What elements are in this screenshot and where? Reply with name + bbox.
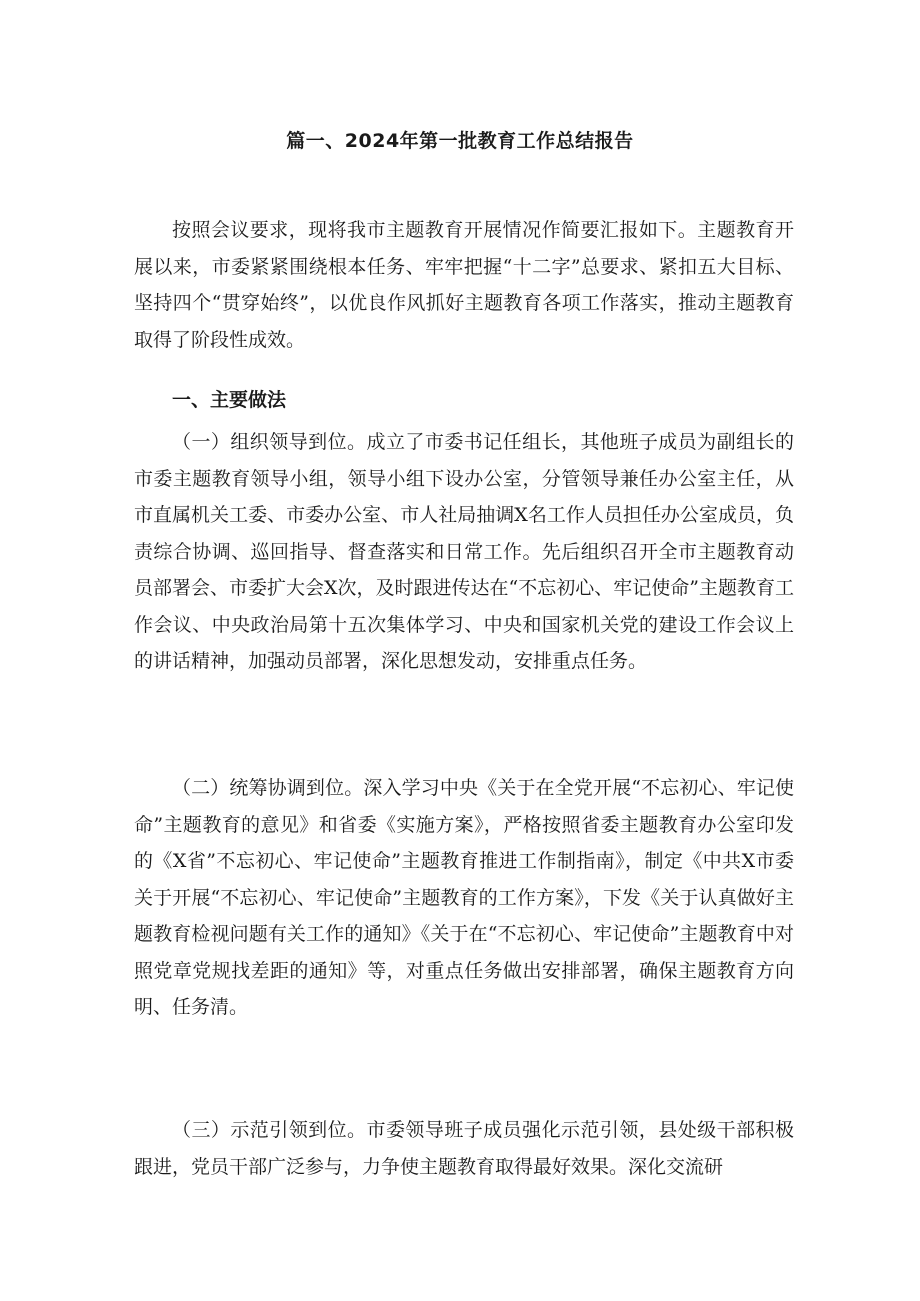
paragraph-organization: （一）组织领导到位。成立了市委书记任组长，其他班子成员为副组长的市委主题教育领导小组，领导小组下设办公室，分管领导兼任办公室主任，从市直属机关工委、市委办公室、市人社局抽调X名工作人员担任办公室成员，负责综合协调、巡回指导、督查落实和日常工作。先后组织召开全市主题教育动员部署会、市委扩大会X次，及时跟进传达在“不忘初心、牢记使命”主题教育工作会议、中央政治局第十五次集体学习、中央和国家机关党的建设工作会议上的讲话精神，加强动员部署，深化思想发动，安排重点任务。 bbox=[134, 431, 794, 672]
intro-paragraph: 按照会议要求，现将我市主题教育开展情况作简要汇报如下。主题教育开展以来，市委紧紧围绕根本任务、牢牢把握“十二字”总要求、紧扣五大目标、坚持四个“贯穿始终”，以优良作风抓好主题教育各项工作落实，推动主题教育取得了阶段性成效。 bbox=[134, 219, 794, 351]
section-heading: 一、主要做法 bbox=[172, 389, 287, 411]
paragraph-coordination: （二）统筹协调到位。深入学习中央《关于在全党开展“不忘初心、牢记使命”主题教育的意见》和省委《实施方案》，严格按照省委主题教育办公室印发的《X省”不忘初心、牢记使命”主题教育推进工作制指南》，制定《中共X市委关于开展“不忘初心、牢记使命”主题教育的工作方案》，下发《关于认真做好主题教育检视问题有关工作的通知》《关于在“不忘初心、牢记使命”主题教育中对照党章党规找差距的通知》等，对重点任务做出安排部署，确保主题教育方向明、任务清。 bbox=[134, 777, 794, 1018]
document-title: 篇一、2024年第一批教育工作总结报告 bbox=[286, 129, 634, 152]
paragraph-demonstration: （三）示范引领到位。市委领导班子成员强化示范引领，县处级干部积极跟进，党员干部广泛参与，力争使主题教育取得最好效果。深化交流研 bbox=[134, 1119, 794, 1178]
